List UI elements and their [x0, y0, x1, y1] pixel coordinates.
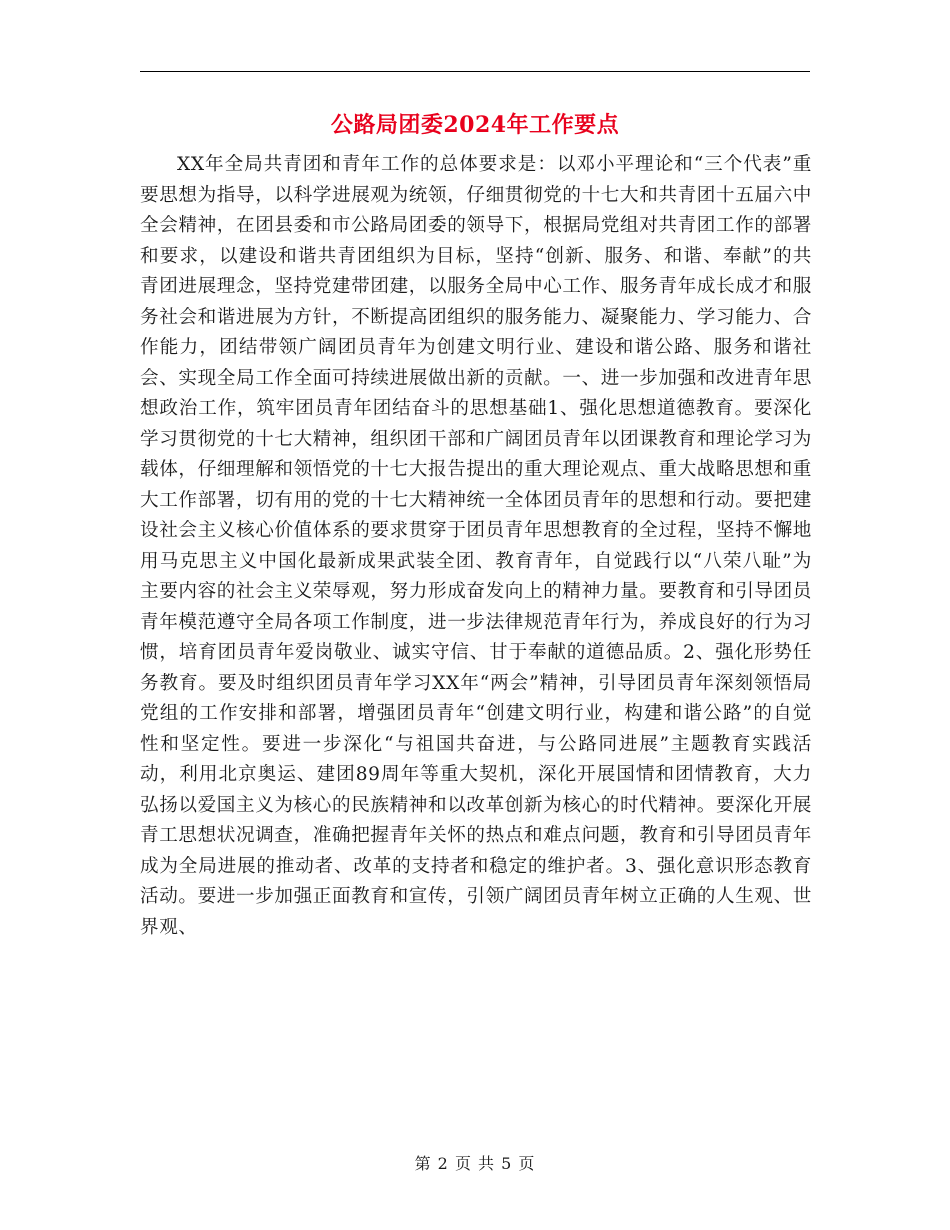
document-body: XX年全局共青团和青年工作的总体要求是：以邓小平理论和“三个代表”重要思想为指导，以科学进展观为统领，仔细贯彻党的十七大和共青团十五届六中全会精神，在团县委和市公路局团委的领导下，根据局党组对共青团工作的部署和要求，以建设和谐共青团组织为目标，坚持“创新、服务、和谐、奉献”的共青团进展理念，坚持党建带团建，以服务全局中心工作、服务青年成长成才和服务社会和谐进展为方针，不断提高团组织的服务能力、凝聚能力、学习能力、合作能力，团结带领广阔团员青年为创建文明行业、建设和谐公路、服务和谐社会、实现全局工作全面可持续进展做出新的贡献。一、进一步加强和改进青年思想政治工作，筑牢团员青年团结奋斗的思想基础1、强化思想道德教育。要深化学习贯彻党的十七大精神，组织团干部和广阔团员青年以团课教育和理论学习为载体，仔细理解和领悟党的十七大报告提出的重大理论观点、重大战略思想和重大工作部署，切有用的党的十七大精神统一全体团员青年的思想和行动。要把建设社会主义核心价值体系的要求贯穿于团员青年思想教育的全过程，坚持不懈地用马克思主义中国化最新成果武装全团、教育青年，自觉践行以“八荣八耻”为主要内容的社会主义荣辱观，努力形成奋发向上的精神力量。要教育和引导团员青年模范遵守全局各项工作制度，进一步法律规范青年行为，养成良好的行为习惯，培育团员青年爱岗敬业、诚实守信、甘于奉献的道德品质。2、强化形势任务教育。要及时组织团员青年学习XX年“两会”精神，引导团员青年深刻领悟局党组的工作安排和部署，增强团员青年“创建文明行业，构建和谐公路”的自觉性和坚定性。要进一步深化“与祖国共奋进，与公路同进展”主题教育实践活动，利用北京奥运、建团89周年等重大契机，深化开展国情和团情教育，大力弘扬以爱国主义为核心的民族精神和以改革创新为核心的时代精神。要深化开展青工思想状况调查，准确把握青年关怀的热点和难点问题，教育和引导团员青年成为全局进展的推动者、改革的支持者和稳定的维护者。3、强化意识形态教育活动。要进一步加强正面教育和宣传，引领广阔团员青年树立正确的人生观、世界观、 [140, 154, 812, 938]
document-title: 公路局团委2024年工作要点 [330, 112, 620, 138]
header-rule [140, 71, 810, 72]
page-number: 第 2 页 共 5 页 [414, 1154, 536, 1173]
